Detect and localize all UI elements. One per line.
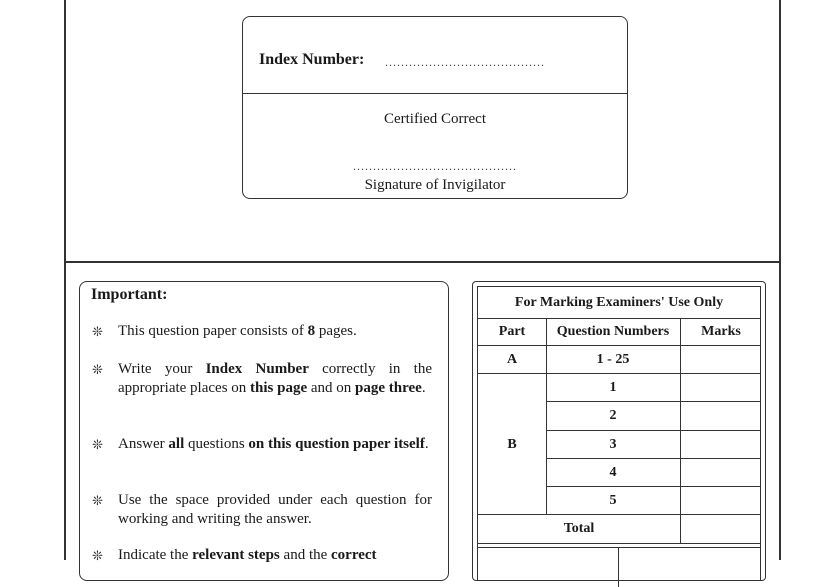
part-a-questions: 1 - 25 (596, 352, 630, 367)
table-line (546, 486, 760, 487)
marking-table-inner (477, 286, 761, 580)
index-box-divider (243, 93, 627, 94)
table-line (546, 458, 760, 459)
bullet-icon: ❊ (92, 324, 103, 339)
bullet-icon: ❊ (92, 548, 103, 563)
instruction-item (92, 491, 432, 529)
part-b-label: B (507, 437, 517, 452)
part-a-label: A (506, 352, 518, 367)
instruction-item (92, 435, 432, 454)
instruction-item (92, 322, 432, 341)
table-line (478, 373, 760, 374)
frame-divider (64, 261, 781, 263)
table-line (546, 430, 760, 431)
bullet-icon: ❊ (92, 362, 103, 377)
table-line (546, 401, 760, 402)
total-marks-field[interactable] (680, 515, 762, 543)
part-b-question-1: 1 (609, 380, 617, 395)
part-a-marks-field[interactable] (680, 346, 762, 373)
header-part: Part (498, 324, 526, 339)
instruction-text: This question paper consists of 8 pages. (118, 323, 357, 339)
instruction-text: Write your Index Number correctly in the appropriate places on this page and on page three. (118, 361, 432, 396)
bullet-icon: ❊ (92, 437, 103, 452)
instruction-text: Answer all questions on this question paper itself. (118, 436, 429, 452)
index-number-label: Index Number: (259, 51, 365, 68)
instruction-text: Use the space provided under each question for working and writing the answer. (118, 492, 432, 527)
instruction-item (92, 546, 432, 565)
table-line (478, 543, 760, 544)
index-number-box (242, 16, 628, 199)
signature-field[interactable]: ......................................... (353, 159, 517, 173)
important-instructions-box (79, 281, 449, 581)
instruction-text: Indicate the relevant steps and the correct (118, 547, 377, 563)
part-b-question-4: 4 (609, 465, 617, 480)
certified-correct-text: Certified Correct (383, 111, 487, 127)
frame-right-bottom (779, 262, 781, 560)
frame-right-top (779, 0, 781, 262)
marking-table (472, 281, 766, 581)
total-label: Total (563, 521, 595, 536)
part-b-question-5: 5 (609, 493, 617, 508)
index-number-field[interactable]: ........................................ (385, 55, 545, 69)
frame-left-bottom (64, 262, 66, 560)
header-marks: Marks (701, 324, 741, 339)
important-title: Important: (91, 286, 168, 303)
part-b-question-3: 3 (609, 437, 617, 452)
instruction-item (92, 360, 432, 398)
table-line (618, 547, 619, 587)
part-b-question-2: 2 (609, 408, 617, 423)
marking-table-title: For Marking Examiners' Use Only (514, 295, 724, 310)
bullet-icon: ❊ (92, 493, 103, 508)
signature-label: Signature of Invigilator (364, 177, 506, 193)
table-line (478, 318, 760, 319)
header-question-numbers: Question Numbers (556, 324, 670, 339)
frame-left-top (64, 0, 66, 262)
